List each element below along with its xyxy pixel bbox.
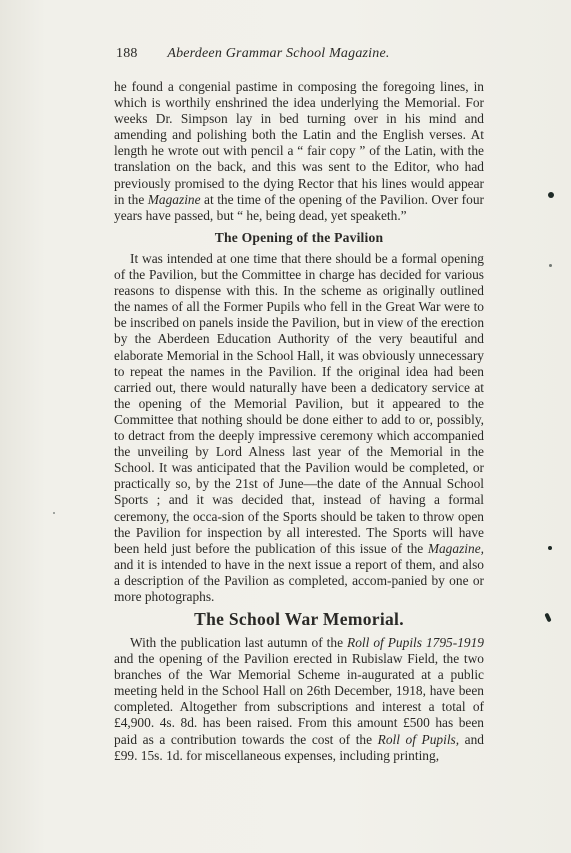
section-heading-opening-pavilion: The Opening of the Pavilion — [214, 230, 384, 245]
ink-spot — [544, 613, 551, 623]
text-run: and the opening of the Pavilion erected in Rubislaw Field, the two branches of the War Memorial Scheme in-augurated at a public meeting held in the School Hall on 26th December, 1918, have been completed. Altogether from subscriptions and interest a total of £4,900. 4s. 8d. has been raised. From this amount £500 has been paid as a contribution towards the cost of the — [114, 651, 484, 747]
section-heading-war-memorial: The School War Memorial. — [194, 609, 404, 629]
page-header — [116, 46, 486, 62]
text-run-italic: Magazine, — [427, 540, 484, 556]
ink-spot — [53, 512, 55, 514]
running-title: Aberdeen Grammar School Magazine. — [167, 46, 390, 61]
text-run: and £99. 15s. 1d. for miscellaneous expenses, including printing, — [114, 731, 485, 763]
text-run: With the publication last autumn of the — [130, 635, 348, 650]
text-run: at the time of the opening of the Pavilion. Over four years have passed, but “ he, being dead, yet speaketh.” — [114, 191, 484, 223]
ink-spot — [548, 192, 554, 198]
paragraph-war-memorial — [114, 635, 484, 764]
paragraph-text — [114, 251, 484, 605]
paragraph-continuation — [114, 79, 484, 224]
paragraph-text — [114, 79, 484, 224]
ink-spot — [548, 546, 552, 550]
text-run-italic: Magazine — [147, 191, 201, 207]
text-run: he found a congenial pastime in composing the foregoing lines, in which is worthily enshrined the idea underlying the Memorial. For weeks Dr. Simpson lay in bed turning over in his mind and amending and polishing both the Latin and the English verses. At length he wrote out with pencil a “ fair copy ” of the Latin, with the translation on the back, and this was sent to the Editor, who had previously promised to the dying Rector that his lines would appear in the — [114, 79, 484, 207]
paragraph-text — [114, 635, 484, 764]
text-run: It was intended at one time that there should be a formal opening of the Pavilion, but the Committee in charge has decided for various reasons to dispense with this. In the scheme as originally outlined the names of all the Former Pupils who fell in the Great War were to be inscribed on panels inside the Pavilion, but in view of the erection by the Aberdeen Education Authority of the very beautiful and elaborate Memorial in the School Hall, it was obviously unnecessary to repeat the names in the Pavilion. If the original idea had been carried out, there would naturally have been a dedicatory service at the opening of the Memorial Pavilion, but it appeared to the Committee that nothing should be done either to add to or, possibly, to detract from the deeply impressive ceremony which accompanied the unveiling by Lord Alness last year of the Memorial in the School. It was anticipated that the Pavilion would be completed, or practically so, by the 21st of June—the date of the Annual School Sports ; and it was decided that, instead of having a formal ceremony, the occa-sion of the Sports should be taken to throw open the Pavilion for inspection by all interested. The Sports will have been held just before the publication of this issue of the — [114, 251, 485, 556]
page-number: 188 — [116, 46, 138, 61]
text-run-italic: Roll of Pupils, — [377, 731, 460, 747]
paragraph-opening-pavilion — [114, 251, 484, 605]
text-run: and it is intended to have in the next issue a report of them, and also a description of the Pavilion as completed, accom-panied by one or more photographs. — [114, 556, 484, 604]
text-run-italic: Roll of Pupils 1795-1919 — [347, 635, 484, 650]
ink-spot — [549, 264, 552, 267]
